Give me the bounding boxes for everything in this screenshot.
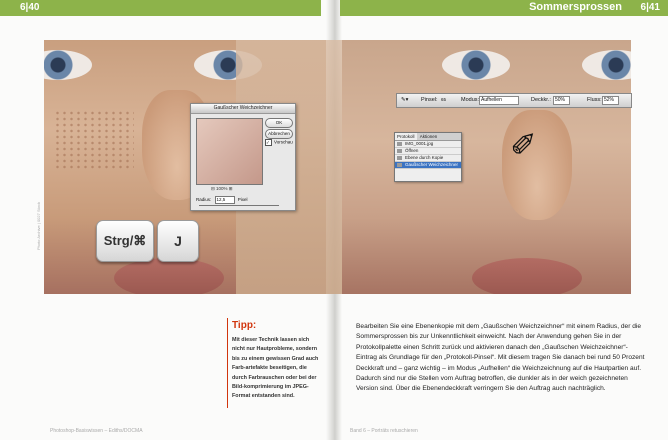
tab-aktionen[interactable]: Aktionen bbox=[419, 134, 438, 139]
radius-slider[interactable] bbox=[199, 205, 279, 206]
preview-label: Vorschau bbox=[274, 139, 293, 145]
right-footer: Band 6 – Porträts retuschieren bbox=[350, 428, 418, 434]
history-brush-icon[interactable]: ✎▾ bbox=[401, 97, 409, 103]
photo-credit: Photo Archive | 0027 Stock bbox=[36, 202, 41, 250]
checkbox-box[interactable]: ✓ bbox=[265, 139, 272, 146]
image-icon bbox=[397, 142, 402, 146]
right-page-number: 6|41 bbox=[640, 2, 660, 13]
freckles-area bbox=[54, 110, 134, 170]
history-row[interactable] bbox=[395, 148, 461, 155]
radius-label: Radius: bbox=[196, 197, 212, 203]
left-photo-eye-1 bbox=[44, 50, 92, 80]
tipp-text: Mit dieser Technik lassen sich nicht nur Hautprobleme, sondern bis zu einem gewissen Grad auch Farb-artefakte beseitigen, die durch Farbrauschen oder bei der Bild-komprimierung im JPEG-Format entstanden sind. bbox=[232, 337, 319, 400]
modus-select[interactable]: Aufhellen bbox=[479, 96, 519, 105]
right-photo-lips bbox=[472, 258, 582, 294]
tipp-title: Tipp: bbox=[232, 320, 257, 331]
radius-row bbox=[196, 196, 248, 204]
palette-tabs bbox=[395, 133, 461, 141]
chapter-title: Sommersprossen bbox=[529, 1, 622, 13]
fluss-input[interactable]: 52% bbox=[602, 96, 619, 105]
strg-cmd-key: Strg/⌘ bbox=[96, 220, 154, 262]
j-key: J bbox=[157, 220, 199, 262]
pinsel-size[interactable]: 65 bbox=[441, 97, 447, 102]
blur-icon bbox=[397, 163, 402, 167]
right-photo-eye-1 bbox=[442, 50, 510, 80]
preview-checkbox[interactable] bbox=[265, 139, 293, 146]
open-icon bbox=[397, 149, 402, 153]
zoom-value: 100% bbox=[216, 186, 228, 191]
history-row-selected[interactable] bbox=[395, 162, 461, 169]
brush-options-bar bbox=[396, 93, 632, 108]
dialog-preview bbox=[196, 118, 263, 185]
left-footer: Photoshop-Basiswissen – Ediths/DOCMA bbox=[50, 428, 143, 434]
left-page-number: 6|40 bbox=[20, 2, 40, 13]
pinsel-label: Pinsel: bbox=[421, 97, 438, 103]
tab-protokoll[interactable]: Protokoll bbox=[397, 134, 415, 139]
history-row[interactable] bbox=[395, 141, 461, 148]
dialog-title: Gaußscher Weichzeichner bbox=[191, 104, 295, 114]
ok-button[interactable]: OK bbox=[265, 118, 293, 128]
right-header-bar bbox=[340, 0, 668, 16]
deckkraft-label: Deckkr.: bbox=[531, 97, 551, 103]
radius-unit: Pixel bbox=[237, 197, 248, 203]
history-row-label: IMG_0001.jpg bbox=[405, 141, 434, 146]
layer-icon bbox=[397, 156, 402, 160]
left-header-bar bbox=[0, 0, 321, 16]
deckkraft-input[interactable]: 50% bbox=[553, 96, 570, 105]
radius-input[interactable]: 12,5 bbox=[215, 196, 235, 204]
body-paragraph: Bearbeiten Sie eine Ebenenkopie mit dem „Gaußschen Weichzeichner“ mit einem Radius, der die Sommersprossen bis zur Unkenntlichkeit einweicht. Nach der Anwendung gehen Sie in der Protokollpalette einen Schritt zurück und aktivieren danach den „Gaußschen Weichzeichner“-Eintrag als Grundlage für den „Protokoll-Pinsel“. Mit diesem tragen Sie danach bei rund 50 Prozent Deckkraft und – ganz wichtig – im Modus „Aufhellen“ die Weichzeichnung auf die Hautpartien auf. Dadurch sind nur die Stellen vom Auftrag betroffen, die dunkler als in der weich gezeichneten Version sind. Über die Ebenendeckkraft verringern Sie den Auftrag auch nachträglich. bbox=[356, 323, 645, 393]
tipp-rule bbox=[227, 318, 228, 408]
history-row[interactable] bbox=[395, 155, 461, 162]
fluss-label: Fluss: bbox=[587, 97, 602, 103]
right-portrait-photo bbox=[342, 40, 631, 294]
gaussian-blur-dialog bbox=[190, 103, 296, 211]
history-row-label: Öffnen bbox=[405, 148, 419, 153]
modus-label: Modus: bbox=[461, 97, 480, 103]
cancel-button[interactable]: Abbrechen bbox=[265, 129, 293, 139]
history-row-label: Gaußscher Weichzeichner bbox=[405, 162, 458, 167]
right-photo-eye-2 bbox=[582, 50, 631, 80]
history-brush-cursor-icon: ✐ bbox=[510, 127, 537, 163]
zoom-readout: ⊟ 100% ⊞ bbox=[211, 186, 233, 191]
history-palette bbox=[394, 132, 462, 182]
left-photo-lips bbox=[114, 258, 224, 294]
history-row-label: Ebene durch Kopie bbox=[405, 155, 444, 160]
